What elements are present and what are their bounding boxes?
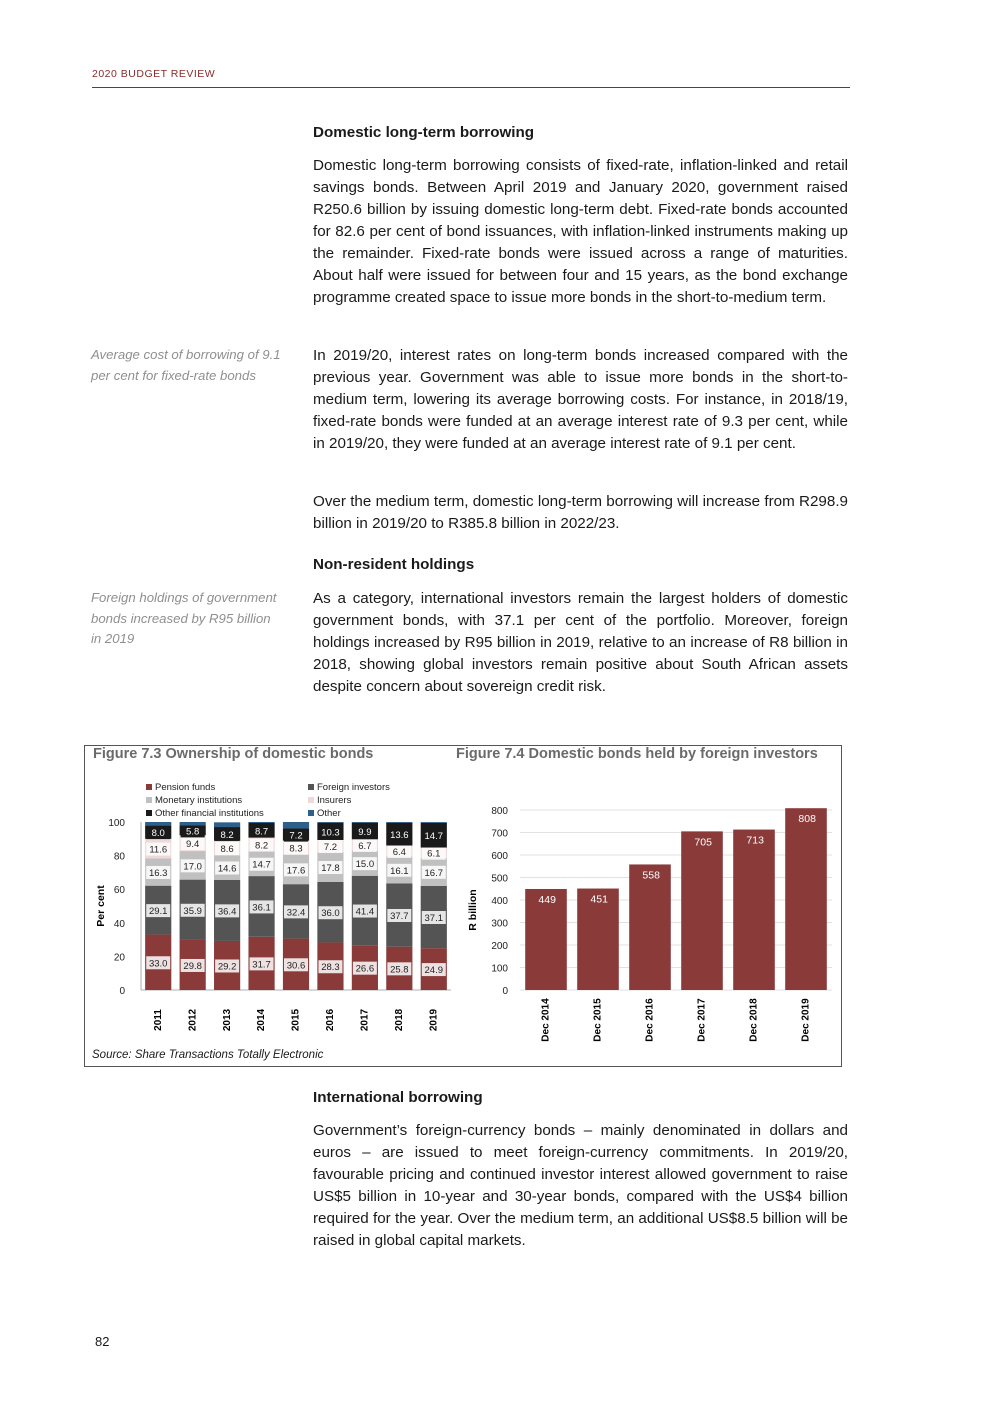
x-tick-label: 2017 (359, 1008, 371, 1032)
y-axis-label: Per cent (95, 885, 107, 927)
legend-label: Other (317, 808, 341, 819)
bar (733, 830, 775, 990)
stacked-bar-segment (283, 822, 309, 829)
stacked-bar-segment (145, 822, 171, 825)
stacked-bar-segment (352, 822, 378, 823)
figure-7-4-title: Figure 7.4 Domestic bonds held by foreign investors (456, 746, 818, 762)
heading-nonresident-holdings: Non-resident holdings (313, 556, 475, 573)
legend-label: Pension funds (155, 782, 216, 793)
ownership-stacked-bar-chart (86, 775, 458, 1045)
data-label: 16.3 (148, 867, 168, 879)
data-label: 713 (746, 834, 764, 847)
y-tick-label: 20 (113, 952, 125, 964)
legend-swatch (146, 784, 152, 790)
heading-international-borrowing: International borrowing (313, 1089, 483, 1106)
data-label: 29.8 (183, 960, 202, 972)
legend-swatch (308, 797, 314, 803)
x-tick-label: 2016 (325, 1008, 337, 1032)
data-label: 7.2 (289, 830, 303, 842)
data-label: 11.6 (149, 844, 168, 856)
y-tick-label: 200 (491, 941, 508, 952)
data-label: 10.3 (321, 827, 340, 839)
y-tick-label: 80 (113, 851, 125, 863)
x-tick-label: 2015 (290, 1008, 302, 1032)
legend-swatch (146, 797, 152, 803)
data-label: 8.2 (220, 829, 234, 841)
data-label: 15.0 (355, 859, 375, 871)
stacked-bar-segment (248, 822, 274, 823)
y-tick-label: 40 (113, 918, 125, 930)
data-label: 14.6 (217, 863, 237, 875)
data-label: 17.0 (183, 861, 202, 873)
data-label: 32.4 (286, 907, 306, 919)
x-tick-label: 2012 (187, 1008, 199, 1032)
x-tick-label: Dec 2017 (696, 998, 708, 1042)
data-label: 16.7 (424, 867, 444, 879)
legend-swatch (308, 784, 314, 790)
figure-7-3-title: Figure 7.3 Ownership of domestic bonds (93, 746, 374, 762)
data-label: 705 (694, 836, 712, 849)
data-label: 6.4 (392, 846, 406, 858)
y-tick-label: 300 (491, 918, 508, 930)
bar (785, 808, 827, 990)
y-tick-label: 400 (491, 896, 508, 907)
data-label: 8.3 (289, 843, 303, 855)
data-label: 449 (538, 893, 556, 906)
data-label: 26.6 (355, 963, 375, 975)
stacked-bar-segment (214, 822, 240, 827)
legend-swatch (146, 810, 152, 816)
data-label: 30.6 (286, 960, 306, 972)
paragraph-domestic-2: In 2019/20, interest rates on long-term bonds increased compared with the previous year. Government was able to issue more bonds in the short-to-medium term, lowering its average borrowing costs. For instance, in 2018/19, fixed-rate bonds were funded at an average interest rate of 9.3 per cent, while in 2019/20, they were funded at an average interest rate of 9.1 per cent. (313, 347, 848, 452)
data-label: 13.6 (390, 830, 409, 842)
x-tick-label: 2019 (428, 1008, 440, 1032)
y-tick-label: 800 (491, 806, 508, 817)
header-rule (92, 87, 850, 88)
data-label: 558 (642, 869, 660, 882)
data-label: 41.4 (355, 906, 375, 918)
x-tick-label: Dec 2018 (748, 998, 760, 1042)
figure-source: Source: Share Transactions Totally Electronic (92, 1049, 324, 1061)
data-label: 29.2 (217, 961, 237, 973)
legend-label: Foreign investors (317, 782, 390, 793)
x-tick-label: Dec 2015 (592, 998, 604, 1042)
data-label: 5.8 (186, 826, 200, 838)
bar (681, 831, 723, 990)
running-header: 2020 BUDGET REVIEW (92, 68, 216, 80)
data-label: 37.7 (390, 910, 409, 922)
data-label: 6.7 (358, 840, 372, 852)
data-label: 33.0 (148, 958, 168, 970)
stacked-bar-segment (421, 822, 447, 823)
legend-swatch (308, 810, 314, 816)
data-label: 8.6 (220, 844, 234, 856)
paragraph-domestic-1: Domestic long-term borrowing consists of fixed-rate, inflation-linked and retail savings bonds. Between April 2019 and January 2020, government raised R250.6 billion by issuing domestic long-term debt. Fixed-rate bonds accounted for 82.6 per cent of bond issuances, with inflation-linked instruments making up the remainder. Fixed-rate bonds were issued across a range of maturities. About half were issued for between four and 15 years, as the bond exchange programme created space to issue more bonds in the short-to-medium term. (313, 157, 848, 306)
data-label: 14.7 (252, 859, 271, 871)
data-label: 25.8 (390, 964, 409, 976)
data-label: 37.1 (424, 913, 444, 925)
paragraph-international: Government’s foreign-currency bonds – mainly denominated in dollars and euros – are issued to meet foreign-currency commitments. In 2019/20, favourable pricing and continued investor interest allowed government to raise US$5 billion in 10-year and 30-year bonds, compared with the US$4 billion required for the year. Over the medium term, an additional US$8.5 billion will be raised in global capital markets. (313, 1122, 848, 1249)
bar (629, 864, 671, 990)
legend-label: Monetary institutions (155, 795, 243, 806)
y-tick-label: 0 (119, 986, 125, 997)
legend-label: Other financial institutions (155, 808, 264, 819)
data-label: 31.7 (252, 959, 271, 971)
data-label: 36.0 (321, 908, 340, 920)
data-label: 808 (798, 813, 816, 826)
data-label: 8.2 (254, 840, 269, 852)
x-tick-label: 2011 (152, 1009, 164, 1031)
data-label: 7.2 (323, 842, 338, 854)
y-axis-label: R billion (467, 889, 479, 931)
stacked-bar-segment (317, 822, 343, 823)
x-tick-label: Dec 2019 (800, 998, 812, 1042)
x-tick-label: 2013 (221, 1008, 233, 1032)
data-label: 8.7 (254, 826, 269, 838)
data-label: 9.9 (358, 826, 372, 838)
y-tick-label: 500 (491, 873, 508, 885)
stacked-bar-segment (180, 822, 206, 826)
legend-label: Insurers (317, 795, 352, 806)
data-label: 35.9 (183, 905, 202, 917)
paragraph-nonresident: As a category, international investors remain the largest holders of domestic government bonds, with 37.1 per cent of the portfolio. Moreover, foreign holdings increased by R95 billion in 2019, relative to an increase of R8 billion in 2018, showing global investors remain positive about South African assets despite concern about sovereign credit risk. (313, 590, 848, 695)
data-label: 6.1 (427, 848, 441, 860)
x-tick-label: 2014 (256, 1008, 268, 1032)
y-tick-label: 700 (491, 828, 508, 840)
data-label: 9.4 (186, 839, 200, 851)
foreign-holdings-bar-chart (458, 775, 838, 1045)
data-label: 28.3 (321, 962, 340, 974)
stacked-bar-segment (386, 822, 412, 823)
y-tick-label: 0 (502, 986, 508, 997)
y-tick-label: 100 (108, 818, 125, 829)
data-label: 16.1 (390, 865, 409, 877)
data-label: 36.4 (217, 906, 237, 918)
paragraph-domestic-3: Over the medium term, domestic long-term borrowing will increase from R298.9 billion in 2019/20 to R385.8 billion in 2022/23. (313, 493, 848, 532)
heading-domestic-borrowing: Domestic long-term borrowing (313, 124, 535, 141)
x-tick-label: 2018 (393, 1008, 405, 1032)
x-tick-label: Dec 2016 (644, 998, 656, 1042)
sidenote-borrowing-cost: Average cost of borrowing of 9.1 per cent for fixed-rate bonds (91, 347, 281, 383)
data-label: 17.8 (321, 863, 340, 875)
data-label: 29.1 (148, 906, 168, 918)
data-label: 36.1 (252, 902, 271, 914)
sidenote-foreign-holdings: Foreign holdings of government bonds increased by R95 billion in 2019 (91, 590, 277, 646)
data-label: 17.6 (286, 865, 306, 877)
data-label: 14.7 (424, 831, 444, 843)
y-tick-label: 60 (113, 885, 125, 897)
data-label: 24.9 (424, 965, 444, 977)
data-label: 8.0 (151, 828, 165, 840)
x-tick-label: Dec 2014 (540, 998, 552, 1042)
data-label: 451 (590, 893, 608, 906)
y-tick-label: 100 (491, 963, 508, 975)
page-number: 82 (95, 1334, 110, 1349)
y-tick-label: 600 (491, 851, 508, 862)
